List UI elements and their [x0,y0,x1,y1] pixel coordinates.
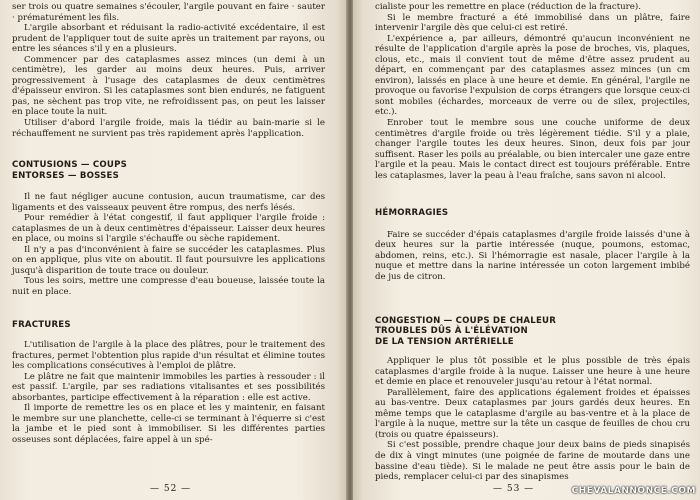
page-number: — 52 — [150,484,192,494]
paragraph: Enrober tout le membre sous une couche uniforme de deux centimètres d'argile froide ou très légèrement tiédie. S'il y a plaie, changer l'argile toutes les deux heures. Sinon, deux fois par jour suffisent. Raser les poils au préalable, ou bien intercaler une gaze entre l'argile et la peau. Mais le contact direct est toujours préférable. Entre les cataplasmes, laver la peau à l'eau fraîche, sans savon ni alcool. [375,118,690,181]
paragraph: Tous les soirs, mettre une compresse d'eau boueuse, laissée toute la nuit en place. [12,276,325,298]
right-page-content [375,2,690,483]
paragraph: Faire se succéder d'épais cataplasmes d'argile froide laissés d'une à deux heures sur la partie intéressée (nuque, poumons, estomac, abdomen, reins, etc.). Si l'hémorragie est nasale, placer l'argile à la nuque et mettre dans la narine intéressée un coton largement imbibé de jus de citron. [375,229,690,282]
paragraph: Si c'est possible, prendre chaque jour deux bains de pieds sinapisés de dix à vingt minutes (une poignée de farine de moutarde dans une bassine d'eau tiède). Si le malade ne peut être assis pour le bain de pieds, remplacer celui-ci par des sinapismes [375,440,690,483]
heading-line: CONTUSIONS — COUPS [12,160,127,171]
section-heading-hemorragies [375,208,690,219]
paragraph: Le plâtre ne fait que maintenir immobiles les parties à ressouder : il est passif. L'argile, par ses radiations vitalisantes et ses possibilités absorbantes, participe effectivement à la réparation : elle est active. [12,371,325,403]
heading-line: CONGESTION — COUPS DE CHALEUR [375,315,557,326]
paragraph: cialiste pour les remettre en place (réduction de la fracture). [375,2,641,12]
heading-line: DE LA TENSION ARTÉRIELLE [375,336,514,347]
paragraph: Pour remédier à l'état congestif, il faut appliquer l'argile froide : cataplasmes de un à deux centimètres d'épaisseur. Laisser deux heures en place, ou moins si l'argile s'échauffe ou sèche rapidement. [12,213,325,245]
paragraph: Commencer par des cataplasmes assez minces (un demi à un centimètre), les garder au moins deux heures. Puis, arriver progressivement à l'usage des cataplasmes de deux centimètres d'épaisseur environ. Si les cataplasmes sont bien endurés, ne fatiguent pas, ne sèchent pas trop vite, ne refroidissent pas, on peut les laisser en place toute la nuit. [12,54,325,118]
paragraph: Appliquer le plus tôt possible et le plus possible de très épais cataplasmes d'argile froide à la nuque. Laisser une heure à une heure et demie en place et renouveler jusqu'au retour à l'état normal. [375,356,690,388]
left-page-content [12,2,325,446]
paragraph: ser trois ou quatre semaines s'écouler, l'argile pouvant en faire · sauter · prématurément les fils. [12,2,325,23]
site-watermark: CHEVALANNONCE.COM [571,486,696,496]
paragraph: Il n'y a pas d'inconvénient à faire se succéder les cataplasmes. Plus on en applique, plus vite on aboutit. Il faut poursuivre les applications jusqu'à disparition de toute trace ou douleur. [12,244,325,276]
heading-line: HÉMORRAGIES [375,208,449,219]
paragraph: Il importe de remettre les os en place et les y maintenir, en faisant le membre sur une planchette, celle-ci se terminant à l'équerre si c'est la jambe et le pied sont à immobiliser. Si les différentes parties osseuses sont déplacées, faire appel à un spé- [12,403,325,445]
paragraph: Si le membre fracturé a été immobilisé dans un plâtre, faire intervenir l'argile dès que celui-ci est retiré. [375,12,690,34]
paragraph: Parallèlement, faire des applications également froides et épaisses au bas-ventre. Deux cataplasmes par jours gardés deux heures. En même temps que le cataplasme d'argile au bas-ventre et à la place de l'argile à la nuque, mettre sur la tête un casque de feuilles de chou cru (trois ou quatre épaisseurs). [375,387,690,440]
paragraph: Utiliser d'abord l'argile froide, mais la tiédir au bain-marie si le réchauffement ne survient pas très rapidement après l'application. [12,118,325,139]
section-heading-congestion [375,316,690,348]
paragraph: L'argile absorbant et réduisant la radio-activité excédentaire, il est prudent de l'appliquer tout de suite après un traitement par rayons, ou entre les séances s'il y en a plusieurs. [12,23,325,55]
left-page [0,0,347,500]
heading-line: FRACTURES [12,319,71,330]
paragraph: Il ne faut négliger aucune contusion, aucun traumatisme, car des ligaments et des vaisseaux peuvent être rompus, des nerfs lésés. [12,192,325,213]
heading-line: TROUBLES DÛS À L'ÉLÉVATION [375,326,528,337]
heading-line: ENTORSES — BOSSES [12,170,119,181]
paragraph: L'utilisation de l'argile à la place des plâtres, pour le traitement des fractures, permet l'obtention plus rapide d'un résultat et élimine toutes les complications consécutives à l'emploi de plâtre. [12,340,325,372]
paragraph: L'expérience a, par ailleurs, démontré qu'aucun inconvénient ne résulte de l'application d'argile après la pose de broches, vis, plaques, clous, etc., mais il convient tout de même d'être assez prudent au départ, en commençant par des cataplasmes assez minces (un cm environ), laissés en place à une heure et demie. En général, l'argile ne provoque ou favorise l'expulsion de corps étrangers que lorsque ceux-ci sont mobiles (échardes, morceaux de verre ou de silex, projectiles, etc.). [375,33,690,118]
section-heading-contusions [12,160,325,181]
right-page [353,0,700,500]
page-number: — 53 — [493,484,535,494]
section-heading-fractures [12,320,325,331]
